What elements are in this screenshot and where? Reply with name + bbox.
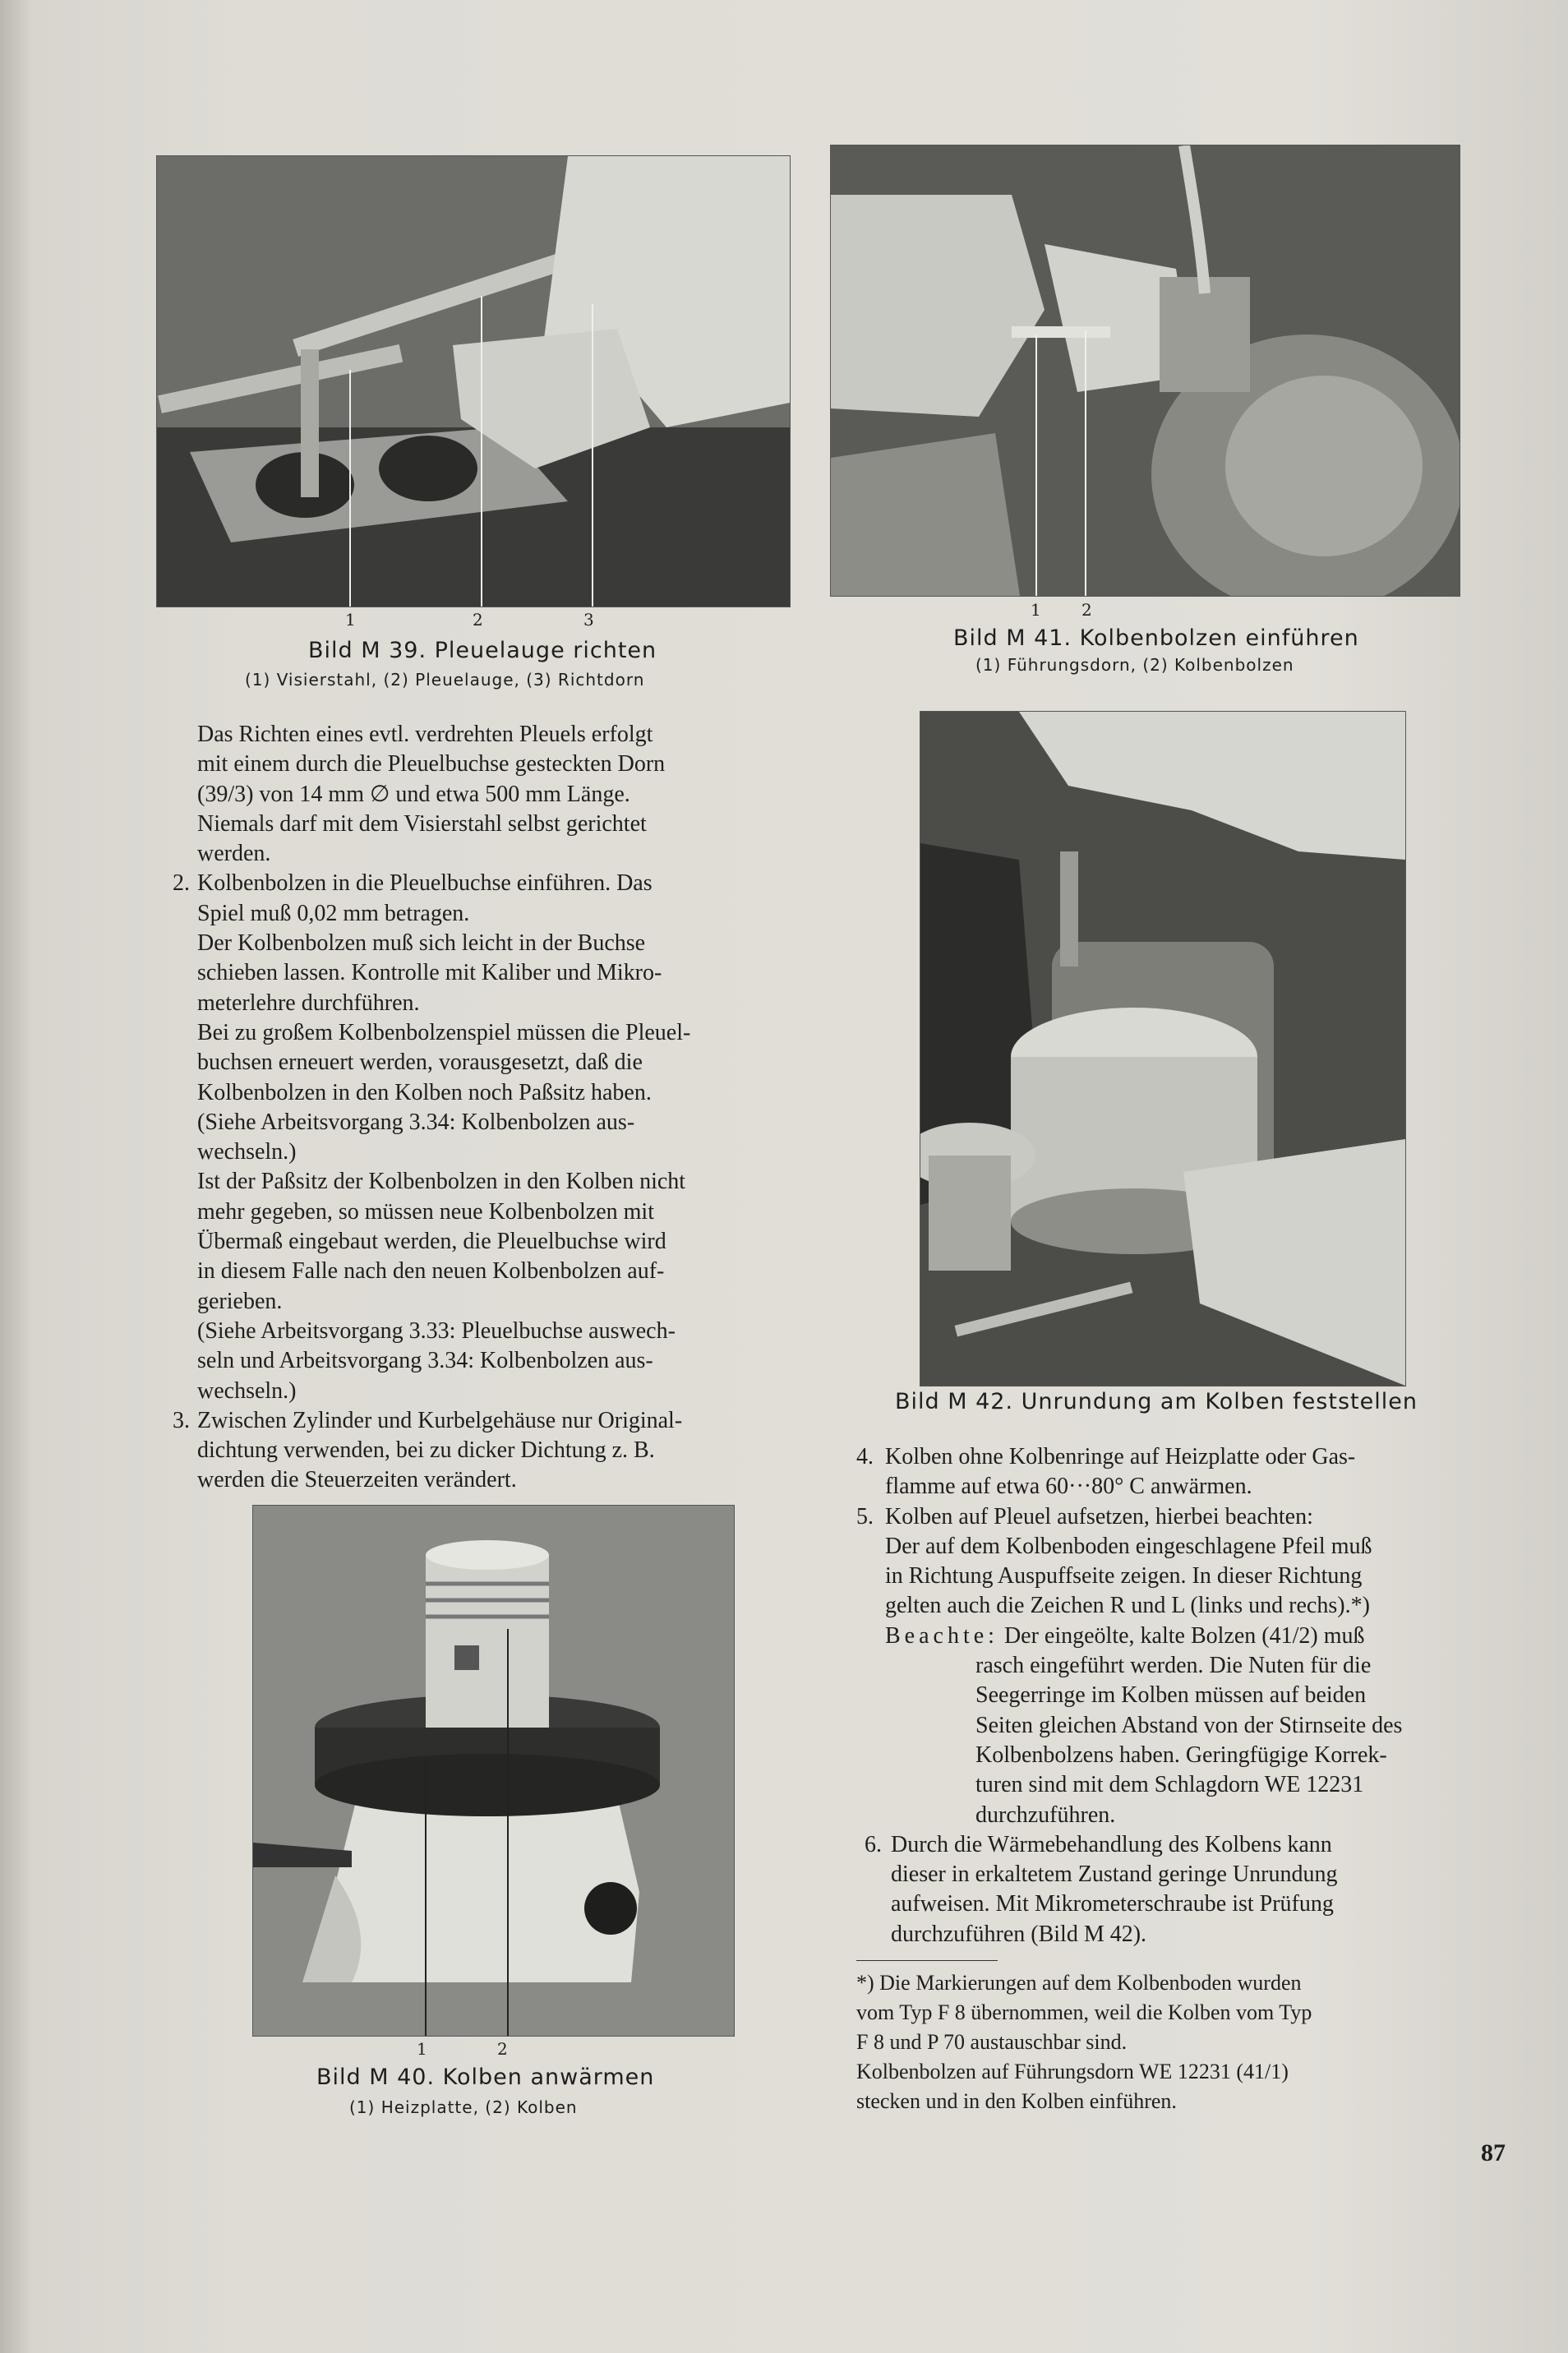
text-line: wechseln.) <box>197 1377 297 1404</box>
callout-2: 2 <box>497 2039 508 2059</box>
list-item-3 <box>173 1406 805 1496</box>
right-column-text <box>856 1442 1506 1949</box>
footnote-line: *) Die Markierungen auf dem Kolbenboden wurden <box>856 1971 1302 1995</box>
left-column-text <box>173 720 805 1496</box>
text-line: Zwischen Zylinder und Kurbelgehäuse nur Original- <box>197 1407 683 1433</box>
text-line: wechseln.) <box>197 1139 297 1165</box>
list-item-6 <box>856 1830 1506 1949</box>
callout-1: 1 <box>417 2039 427 2059</box>
callout-3: 3 <box>583 610 594 630</box>
text-line: schieben lassen. Kontrolle mit Kaliber und Mikro- <box>197 960 662 986</box>
m39-caption-title: Bild M 39. Pleuelauge richten <box>308 638 657 663</box>
photo-m39 <box>156 155 791 607</box>
text-line: werden die Steuerzeiten verändert. <box>197 1467 517 1493</box>
text-line: durchzuführen. <box>975 1802 1116 1828</box>
text-line: Der eingeölte, kalte Bolzen (41/2) muß <box>1003 1622 1365 1649</box>
text-line: Bei zu großem Kolbenbolzenspiel müssen die Pleuel- <box>197 1019 691 1045</box>
text-line: aufweisen. Mit Mikrometerschraube ist Prüfung <box>891 1891 1334 1917</box>
m40-caption-title: Bild M 40. Kolben anwärmen <box>316 2065 655 2090</box>
text-line: mit einem durch die Pleuelbuchse gesteckten Dorn <box>197 751 666 777</box>
text-line: Kolbenbolzens haben. Geringfügige Korrek- <box>975 1742 1387 1768</box>
text-line: dichtung verwenden, bei zu dicker Dichtung z. B. <box>197 1437 655 1464</box>
m39-caption-subtitle: (1) Visierstahl, (2) Pleuelauge, (3) Richtdorn <box>245 670 645 690</box>
m39-callout-numbers <box>337 610 608 631</box>
text-line: in Richtung Auspuffseite zeigen. In dieser Richtung <box>885 1563 1363 1589</box>
text-line: in diesem Falle nach den neuen Kolbenbolzen auf- <box>197 1258 665 1285</box>
text-line: Kolben ohne Kolbenringe auf Heizplatte oder Gas- <box>885 1444 1356 1469</box>
intro-paragraph <box>173 720 805 869</box>
text-line: buchsen erneuert werden, vorausgesetzt, daß die <box>197 1050 643 1076</box>
photo-m39-illustration <box>157 156 790 607</box>
text-line: (39/3) von 14 mm ∅ und etwa 500 mm Länge. <box>197 781 630 807</box>
list-number: 2. <box>173 870 190 897</box>
list-number: 5. <box>856 1503 874 1529</box>
callout-1: 1 <box>345 610 356 630</box>
photo-m41 <box>830 145 1460 597</box>
text-line: werden. <box>197 841 271 867</box>
list-number: 3. <box>173 1407 190 1433</box>
footnote-line: F 8 und P 70 austauschbar sind. <box>856 2030 1128 2054</box>
text-line: Niemals darf mit dem Visierstahl selbst gerichtet <box>197 810 647 837</box>
text-line: rasch eingeführt werden. Die Nuten für die <box>975 1653 1372 1679</box>
text-line: meterlehre durchführen. <box>197 990 420 1016</box>
m41-caption-subtitle: (1) Führungsdorn, (2) Kolbenbolzen <box>975 655 1294 675</box>
text-line: gelten auch die Zeichen R und L (links und rechs).*) <box>885 1593 1370 1619</box>
text-line: dieser in erkaltetem Zustand geringe Unrundung <box>891 1862 1338 1888</box>
text-line: Übermaß eingebaut werden, die Pleuelbuchse wird <box>197 1229 666 1255</box>
text-line: Seiten gleichen Abstand von der Stirnseite des <box>975 1712 1403 1738</box>
m40-callout-numbers <box>415 2039 514 2060</box>
footnote <box>856 1968 1514 2116</box>
text-line: turen sind mit dem Schlagdorn WE 12231 <box>975 1772 1364 1798</box>
m40-caption-subtitle: (1) Heizplatte, (2) Kolben <box>349 2097 578 2117</box>
text-line: gerieben. <box>197 1288 283 1314</box>
text-line: Der Kolbenbolzen muß sich leicht in der Buchse <box>197 930 646 957</box>
list-item-5 <box>856 1502 1506 1830</box>
text-line: mehr gegeben, so müssen neue Kolbenbolzen mit <box>197 1198 654 1225</box>
photo-m40-illustration <box>253 1506 734 2036</box>
beachte-block <box>885 1651 1506 1830</box>
photo-m41-illustration <box>831 145 1460 596</box>
footnote-line: stecken und in den Kolben einführen. <box>856 2089 1177 2113</box>
text-line: Der auf dem Kolbenboden eingeschlagene Pfeil muß <box>885 1533 1372 1559</box>
beachte-line <box>885 1622 1506 1651</box>
photo-m42-illustration <box>920 712 1405 1386</box>
text-line: Ist der Paßsitz der Kolbenbolzen in den Kolben nicht <box>197 1169 686 1195</box>
text-line: (Siehe Arbeitsvorgang 3.33: Pleuelbuchse auswech- <box>197 1317 676 1344</box>
text-line: Spiel muß 0,02 mm betragen. <box>197 900 470 926</box>
photo-m42 <box>920 711 1406 1386</box>
callout-1: 1 <box>1031 600 1041 620</box>
m41-callout-numbers <box>1027 600 1093 621</box>
callout-2: 2 <box>473 610 483 630</box>
m42-caption-title: Bild M 42. Unrundung am Kolben feststellen <box>895 1389 1418 1414</box>
footnote-line: Kolbenbolzen auf Führungsdorn WE 12231 (41/1) <box>856 2060 1289 2083</box>
text-line: Kolben auf Pleuel aufsetzen, hierbei beachten: <box>885 1503 1313 1529</box>
photo-m40 <box>252 1505 735 2037</box>
callout-2: 2 <box>1081 600 1092 620</box>
text-line: Das Richten eines evtl. verdrehten Pleuels erfolgt <box>197 722 653 747</box>
footnote-rule <box>856 1960 998 1961</box>
m41-caption-title: Bild M 41. Kolbenbolzen einführen <box>953 625 1359 651</box>
text-line: seln und Arbeitsvorgang 3.34: Kolbenbolzen aus- <box>197 1348 653 1374</box>
text-line: Durch die Wärmebehandlung des Kolbens kann <box>891 1831 1332 1857</box>
beachte-label: Beachte: <box>885 1622 998 1649</box>
text-line: Seegerringe im Kolben müssen auf beiden <box>975 1682 1367 1709</box>
list-item-4 <box>856 1442 1506 1502</box>
text-line: Kolbenbolzen in den Kolben noch Paßsitz haben. <box>197 1079 652 1105</box>
text-line: Kolbenbolzen in die Pleuelbuchse einführen. Das <box>197 870 653 897</box>
list-item-2 <box>173 869 805 1405</box>
text-line: (Siehe Arbeitsvorgang 3.34: Kolbenbolzen aus- <box>197 1109 635 1135</box>
text-line: durchzuführen (Bild M 42). <box>891 1921 1147 1947</box>
page-number: 87 <box>1481 2139 1506 2166</box>
list-number: 4. <box>856 1444 874 1469</box>
text-line: flamme auf etwa 60···80° C anwärmen. <box>885 1474 1252 1500</box>
list-number: 6. <box>865 1831 882 1857</box>
footnote-line: vom Typ F 8 übernommen, weil die Kolben vom Typ <box>856 2000 1312 2024</box>
